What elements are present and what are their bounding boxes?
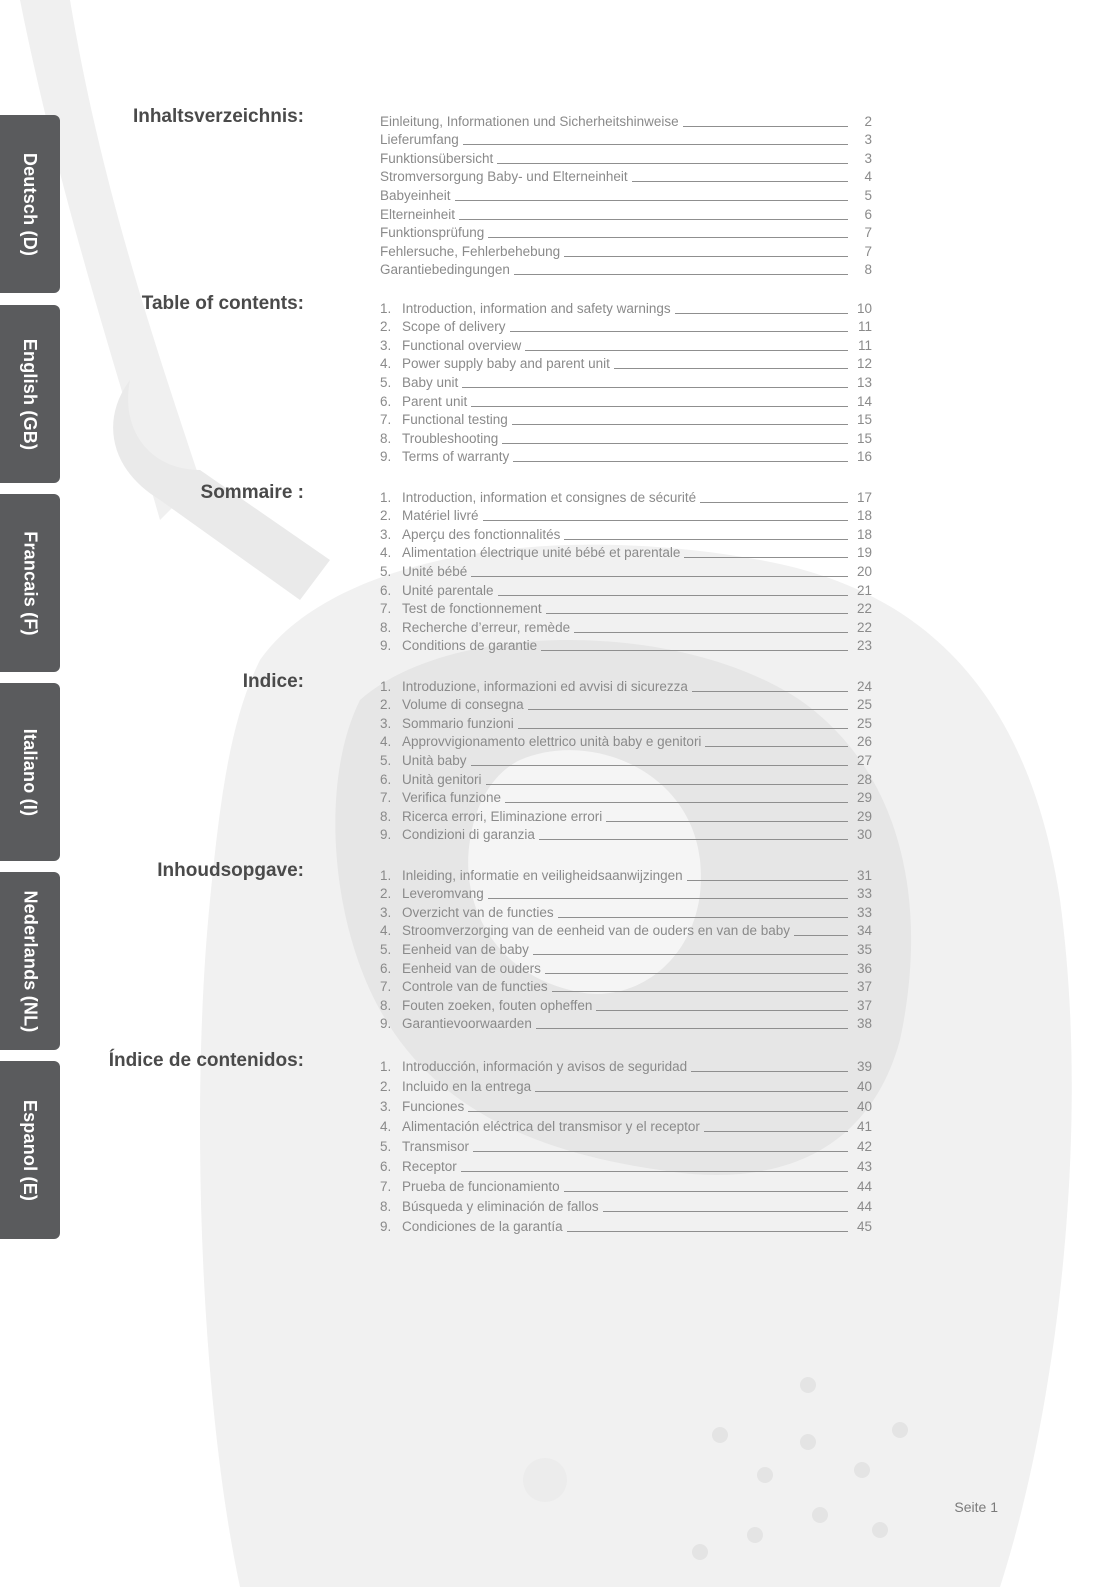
leader-line <box>468 1111 848 1112</box>
entry-page-number: 18 <box>856 508 872 524</box>
toc-entry[interactable] <box>380 995 872 1014</box>
toc-entry[interactable] <box>380 335 872 354</box>
entry-page-number: 4 <box>864 169 872 185</box>
entry-title: Stromversorgung Baby- und Elterneinheit <box>380 169 628 185</box>
leader-line <box>510 331 848 332</box>
entry-number: 5. <box>380 752 392 768</box>
leader-line <box>704 1131 848 1132</box>
entry-title: Overzicht van de functies <box>402 904 554 920</box>
leader-line <box>539 839 848 840</box>
entry-number: 9. <box>380 827 392 843</box>
entry-number: 9. <box>380 449 392 465</box>
toc-entry[interactable] <box>380 1055 872 1075</box>
section-heading: Índice de contenidos: <box>108 1050 304 1071</box>
toc-entry[interactable] <box>380 148 872 167</box>
entry-title: Fouten zoeken, fouten opheffen <box>402 997 593 1013</box>
entry-page-number: 13 <box>856 374 872 390</box>
section-heading: Table of contents: <box>141 293 304 314</box>
tab-espanol[interactable] <box>0 1061 60 1239</box>
entry-page-number: 11 <box>857 319 872 335</box>
entry-title: Stroomverzorging van de eenheid van de ouders en van de baby <box>402 923 791 939</box>
leader-line <box>541 650 848 651</box>
entry-page-number: 14 <box>856 393 872 409</box>
section-heading: Sommaire : <box>200 482 304 503</box>
toc-entry[interactable] <box>380 223 872 242</box>
toc-entry-list <box>380 111 872 278</box>
entry-title: Recherche d’erreur, remède <box>402 619 571 635</box>
entry-page-number: 3 <box>864 132 872 148</box>
entry-title: Introducción, información y avisos de seguridad <box>402 1059 688 1074</box>
entry-number: 1. <box>380 489 392 505</box>
toc-entry[interactable] <box>380 241 872 260</box>
entry-number: 7. <box>380 790 392 806</box>
entry-number: 1. <box>380 300 392 316</box>
toc-entry[interactable] <box>380 372 872 391</box>
toc-entry[interactable] <box>380 354 872 373</box>
entry-title: Aperçu des fonctionnalités <box>402 526 561 542</box>
entry-page-number: 22 <box>856 601 872 617</box>
entry-title: Parent unit <box>402 393 468 409</box>
entry-title: Leveromvang <box>402 886 484 902</box>
leader-line <box>603 1211 848 1212</box>
entry-page-number: 18 <box>856 526 872 542</box>
entry-page-number: 20 <box>856 563 872 579</box>
entry-page-number: 40 <box>856 1079 872 1094</box>
page-number: Seite 1 <box>954 1499 998 1515</box>
entry-number: 7. <box>380 412 392 428</box>
leader-line <box>533 954 848 955</box>
toc-entry[interactable] <box>380 1135 872 1155</box>
toc-entry[interactable] <box>380 884 872 903</box>
tab-label: Nederlands (NL) <box>20 889 41 1033</box>
toc-entry[interactable] <box>380 1075 872 1095</box>
toc-entry[interactable] <box>380 825 872 844</box>
entry-title: Incluido en la entrega <box>402 1079 532 1094</box>
entry-number: 7. <box>380 1179 392 1194</box>
toc-entry[interactable] <box>380 1175 872 1195</box>
entry-page-number: 6 <box>864 206 872 222</box>
entry-title: Unité parentale <box>402 582 494 598</box>
toc-entry[interactable] <box>380 410 872 429</box>
leader-line <box>498 595 848 596</box>
toc-entry[interactable] <box>380 447 872 466</box>
toc-entry[interactable] <box>380 617 872 636</box>
entry-number: 8. <box>380 619 392 635</box>
toc-entry[interactable] <box>380 806 872 825</box>
entry-title: Inleiding, informatie en veiligheidsaanwijzingen <box>402 867 683 883</box>
leader-line <box>471 765 848 766</box>
leader-line <box>552 991 848 992</box>
toc-entry[interactable] <box>380 750 872 769</box>
entry-page-number: 29 <box>856 808 872 824</box>
entry-page-number: 7 <box>864 243 872 259</box>
toc-entry[interactable] <box>380 506 872 525</box>
entry-title: Funciones <box>402 1099 465 1114</box>
leader-line <box>461 1171 848 1172</box>
leader-line <box>675 313 848 314</box>
toc-entry[interactable] <box>380 902 872 921</box>
toc-entry[interactable] <box>380 204 872 223</box>
leader-line <box>705 746 848 747</box>
entry-page-number: 17 <box>856 489 872 505</box>
entry-title: Garantiebedingungen <box>380 262 510 278</box>
entry-title: Búsqueda y eliminación de fallos <box>402 1199 599 1214</box>
entry-page-number: 45 <box>856 1219 872 1234</box>
entry-title: Introduction, information et consignes de sécurité <box>402 489 697 505</box>
entry-page-number: 15 <box>856 430 872 446</box>
toc-entry[interactable] <box>380 977 872 996</box>
entry-title: Alimentation électrique unité bébé et parentale <box>402 545 681 561</box>
entry-title: Condizioni di garanzia <box>402 827 535 843</box>
leader-line <box>564 256 848 257</box>
entry-page-number: 5 <box>864 187 872 203</box>
tab-italiano[interactable] <box>0 683 60 861</box>
tab-label: Italiano (I) <box>20 728 41 816</box>
entry-number: 1. <box>380 1059 392 1074</box>
leader-line <box>596 1010 848 1011</box>
entry-number: 4. <box>380 1119 392 1134</box>
leader-line <box>546 613 848 614</box>
toc-entry[interactable] <box>380 1215 872 1235</box>
toc-entry[interactable] <box>380 561 872 580</box>
entry-number: 7. <box>380 979 392 995</box>
entry-title: Introduction, information and safety warnings <box>402 300 671 316</box>
toc-entry[interactable] <box>380 676 872 695</box>
entry-title: Unité bébé <box>402 563 468 579</box>
entry-title: Funktionsprüfung <box>380 225 485 241</box>
leader-line <box>463 144 848 145</box>
leader-line <box>483 520 848 521</box>
entry-page-number: 43 <box>856 1159 872 1174</box>
tab-label: Deutsch (D) <box>20 152 41 256</box>
toc-entry[interactable] <box>380 732 872 751</box>
entry-number: 3. <box>380 1099 392 1114</box>
entry-title: Prueba de funcionamiento <box>402 1179 560 1194</box>
tab-deutsch[interactable] <box>0 115 60 293</box>
tab-label: Espanol (E) <box>20 1099 41 1201</box>
tab-francais[interactable] <box>0 494 60 672</box>
entry-page-number: 30 <box>856 827 872 843</box>
leader-line <box>567 1231 848 1232</box>
entry-title: Unità baby <box>402 752 467 768</box>
entry-title: Functional testing <box>402 412 508 428</box>
leader-line <box>528 709 848 710</box>
entry-number: 1. <box>380 867 392 883</box>
entry-page-number: 7 <box>864 225 872 241</box>
entry-page-number: 36 <box>856 960 872 976</box>
entry-page-number: 27 <box>856 752 872 768</box>
entry-page-number: 26 <box>856 734 872 750</box>
leader-line <box>574 632 848 633</box>
entry-number: 6. <box>380 1159 392 1174</box>
leader-line <box>462 387 848 388</box>
leader-line <box>606 821 848 822</box>
toc-entry-list <box>380 865 872 1032</box>
entry-page-number: 38 <box>856 1016 872 1032</box>
entry-title: Matériel livré <box>402 508 479 524</box>
toc-entry[interactable] <box>380 543 872 562</box>
leader-line <box>512 424 848 425</box>
entry-title: Baby unit <box>402 374 459 390</box>
toc-entry[interactable] <box>380 1195 872 1215</box>
entry-number: 5. <box>380 563 392 579</box>
entry-number: 9. <box>380 638 392 654</box>
entry-page-number: 44 <box>856 1179 872 1194</box>
toc-entry[interactable] <box>380 1014 872 1033</box>
leader-line <box>564 539 848 540</box>
entry-page-number: 37 <box>856 997 872 1013</box>
toc-entry[interactable] <box>380 130 872 149</box>
entry-page-number: 39 <box>856 1059 872 1074</box>
toc-entry[interactable] <box>380 713 872 732</box>
leader-line <box>535 1091 848 1092</box>
entry-number: 5. <box>380 374 392 390</box>
entry-page-number: 15 <box>856 412 872 428</box>
toc-entry[interactable] <box>380 695 872 714</box>
entry-number: 8. <box>380 430 392 446</box>
entry-title: Volume di consegna <box>402 697 524 713</box>
toc-entry[interactable] <box>380 865 872 884</box>
leader-line <box>691 1071 848 1072</box>
entry-title: Scope of delivery <box>402 319 506 335</box>
entry-page-number: 2 <box>864 113 872 129</box>
entry-title: Test de fonctionnement <box>402 601 542 617</box>
section-heading: Inhaltsverzeichnis: <box>132 106 304 127</box>
leader-line <box>683 126 848 127</box>
entry-title: Receptor <box>402 1159 457 1174</box>
entry-page-number: 3 <box>864 150 872 166</box>
entry-number: 1. <box>380 678 392 694</box>
entry-title: Introduzione, informazioni ed avvisi di sicurezza <box>402 678 688 694</box>
entry-number: 8. <box>380 808 392 824</box>
entry-title: Einleitung, Informationen und Sicherheitshinweise <box>380 113 679 129</box>
toc-entry[interactable] <box>380 769 872 788</box>
toc-entry[interactable] <box>380 167 872 186</box>
leader-line <box>514 274 848 275</box>
entry-title: Functional overview <box>402 337 522 353</box>
entry-number: 3. <box>380 715 392 731</box>
leader-line <box>473 1151 848 1152</box>
toc-entry[interactable] <box>380 428 872 447</box>
entry-title: Power supply baby and parent unit <box>402 356 610 372</box>
leader-line <box>488 237 848 238</box>
entry-title: Eenheid van de ouders <box>402 960 541 976</box>
entry-title: Fehlersuche, Fehlerbehebung <box>380 243 561 259</box>
toc-entry[interactable] <box>380 185 872 204</box>
tab-label: English (GB) <box>20 338 41 450</box>
tab-label: Francais (F) <box>20 530 41 636</box>
entry-number: 8. <box>380 997 392 1013</box>
entry-page-number: 19 <box>856 545 872 561</box>
leader-line <box>502 443 848 444</box>
leader-line <box>471 576 848 577</box>
entry-number: 2. <box>380 319 392 335</box>
entry-page-number: 31 <box>856 867 872 883</box>
leader-line <box>558 917 848 918</box>
toc-entry[interactable] <box>380 260 872 279</box>
entry-title: Terms of warranty <box>402 449 510 465</box>
entry-number: 2. <box>380 697 392 713</box>
entry-title: Conditions de garantie <box>402 638 538 654</box>
leader-line <box>687 880 848 881</box>
entry-number: 4. <box>380 356 392 372</box>
entry-page-number: 40 <box>856 1099 872 1114</box>
leader-line <box>486 784 848 785</box>
entry-title: Troubleshooting <box>402 430 499 446</box>
toc-entry-list <box>380 1055 872 1235</box>
entry-number: 3. <box>380 904 392 920</box>
entry-number: 4. <box>380 545 392 561</box>
leader-line <box>684 557 848 558</box>
entry-number: 3. <box>380 526 392 542</box>
entry-title: Elterneinheit <box>380 206 456 222</box>
entry-title: Babyeinheit <box>380 187 451 203</box>
entry-number: 3. <box>380 337 392 353</box>
entry-title: Sommario funzioni <box>402 715 514 731</box>
entry-page-number: 21 <box>856 582 872 598</box>
toc-entry[interactable] <box>380 298 872 317</box>
entry-page-number: 42 <box>856 1139 872 1154</box>
entry-number: 4. <box>380 923 392 939</box>
leader-line <box>471 406 848 407</box>
toc-entry[interactable] <box>380 487 872 506</box>
toc-entry[interactable] <box>380 391 872 410</box>
entry-number: 4. <box>380 734 392 750</box>
entry-number: 6. <box>380 960 392 976</box>
toc-entry[interactable] <box>380 788 872 807</box>
entry-number: 6. <box>380 582 392 598</box>
tab-nederlands[interactable] <box>0 872 60 1050</box>
section-heading: Indice: <box>242 671 304 692</box>
entry-title: Garantievoorwaarden <box>402 1016 532 1032</box>
entry-page-number: 34 <box>856 923 872 939</box>
entry-title: Transmisor <box>402 1139 470 1154</box>
entry-title: Ricerca errori, Eliminazione errori <box>402 808 603 824</box>
toc-entry[interactable] <box>380 958 872 977</box>
toc-entry-list <box>380 676 872 843</box>
leader-line <box>488 898 848 899</box>
entry-number: 2. <box>380 886 392 902</box>
entry-page-number: 44 <box>856 1199 872 1214</box>
entry-page-number: 11 <box>857 337 872 353</box>
leader-line <box>525 350 848 351</box>
entry-number: 6. <box>380 771 392 787</box>
entry-page-number: 37 <box>856 979 872 995</box>
entry-title: Verifica funzione <box>402 790 502 806</box>
leader-line <box>700 502 848 503</box>
entry-page-number: 35 <box>856 941 872 957</box>
leader-line <box>632 181 848 182</box>
entry-number: 8. <box>380 1199 392 1214</box>
entry-number: 9. <box>380 1219 392 1234</box>
entry-title: Lieferumfang <box>380 132 459 148</box>
toc-entry[interactable] <box>380 524 872 543</box>
leader-line <box>459 219 848 220</box>
entry-page-number: 12 <box>856 356 872 372</box>
leader-line <box>614 368 848 369</box>
entry-title: Funktionsübersicht <box>380 150 494 166</box>
leader-line <box>536 1028 848 1029</box>
leader-line <box>455 200 848 201</box>
toc-entry-list <box>380 298 872 465</box>
entry-page-number: 33 <box>856 904 872 920</box>
leader-line <box>794 935 848 936</box>
leader-line <box>564 1191 848 1192</box>
toc-entry[interactable] <box>380 1115 872 1135</box>
entry-number: 6. <box>380 393 392 409</box>
entry-title: Approvvigionamento elettrico unità baby e genitori <box>402 734 702 750</box>
entry-number: 2. <box>380 1079 392 1094</box>
entry-page-number: 28 <box>856 771 872 787</box>
leader-line <box>545 973 848 974</box>
entry-title: Controle van de functies <box>402 979 548 995</box>
entry-page-number: 25 <box>856 697 872 713</box>
entry-page-number: 33 <box>856 886 872 902</box>
entry-number: 9. <box>380 1016 392 1032</box>
entry-number: 7. <box>380 601 392 617</box>
entry-title: Eenheid van de baby <box>402 941 529 957</box>
entry-page-number: 29 <box>856 790 872 806</box>
leader-line <box>497 163 848 164</box>
toc-entry[interactable] <box>380 580 872 599</box>
entry-number: 5. <box>380 1139 392 1154</box>
toc-entry[interactable] <box>380 599 872 618</box>
leader-line <box>692 691 848 692</box>
entry-title: Condiciones de la garantía <box>402 1219 563 1234</box>
entry-title: Unità genitori <box>402 771 482 787</box>
toc-entry[interactable] <box>380 1155 872 1175</box>
leader-line <box>505 802 848 803</box>
entry-title: Alimentación eléctrica del transmisor y el receptor <box>402 1119 700 1134</box>
entry-page-number: 22 <box>856 619 872 635</box>
leader-line <box>518 728 848 729</box>
entry-number: 2. <box>380 508 392 524</box>
toc-entry[interactable] <box>380 317 872 336</box>
entry-page-number: 24 <box>856 678 872 694</box>
entry-page-number: 23 <box>856 638 872 654</box>
toc-entry-list <box>380 487 872 654</box>
entry-page-number: 25 <box>856 715 872 731</box>
toc-entry[interactable] <box>380 1095 872 1115</box>
tab-english[interactable] <box>0 305 60 483</box>
toc-entry[interactable] <box>380 636 872 655</box>
toc-entry[interactable] <box>380 939 872 958</box>
entry-page-number: 16 <box>856 449 872 465</box>
entry-number: 5. <box>380 941 392 957</box>
entry-page-number: 41 <box>856 1119 872 1134</box>
toc-entry[interactable] <box>380 111 872 130</box>
section-heading: Inhoudsopgave: <box>157 860 304 881</box>
leader-line <box>513 461 848 462</box>
entry-page-number: 8 <box>864 262 872 278</box>
toc-entry[interactable] <box>380 921 872 940</box>
entry-page-number: 10 <box>856 300 872 316</box>
